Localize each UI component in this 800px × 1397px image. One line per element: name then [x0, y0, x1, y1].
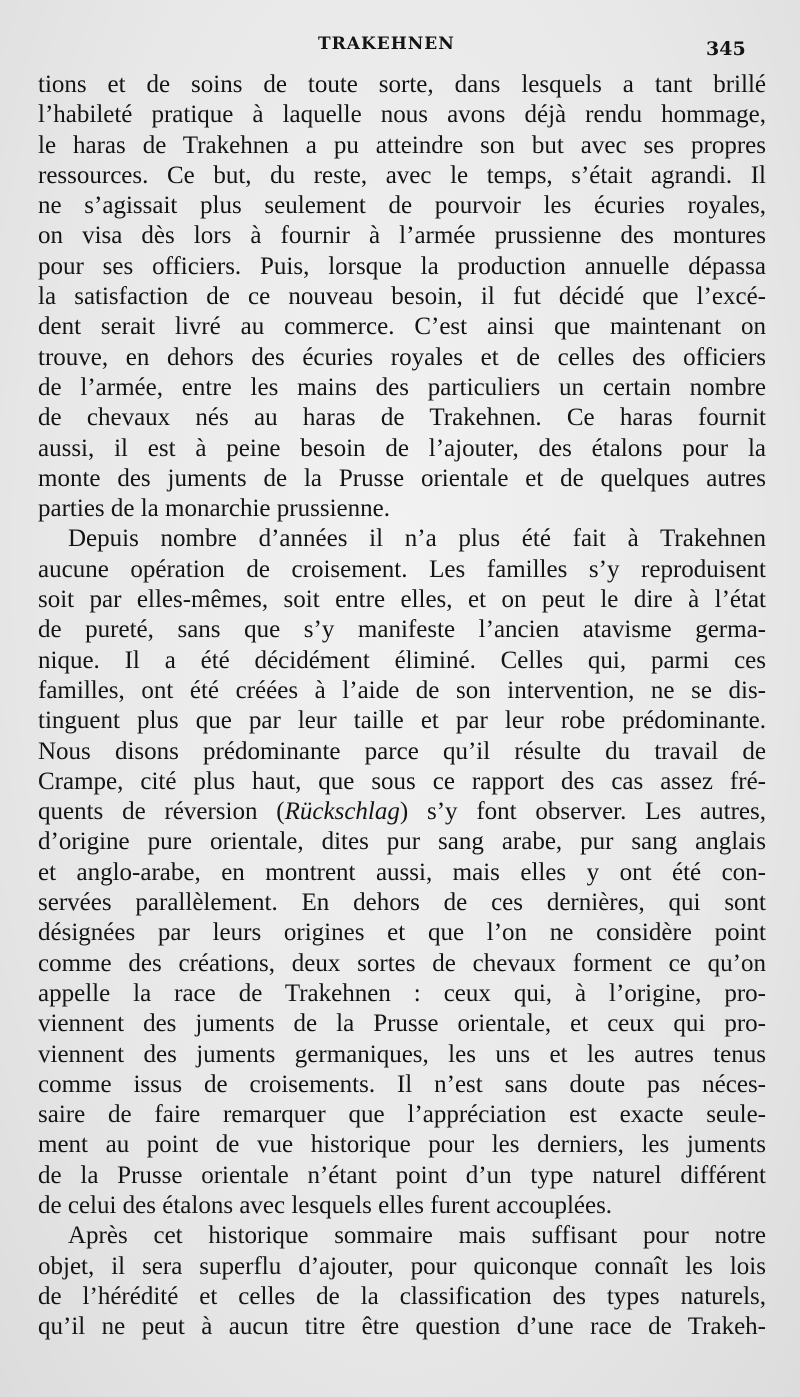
text-line: de la Prusse orientale n’étant point d’un type naturel différent: [38, 1161, 766, 1189]
text-line: pour ses officiers. Puis, lorsque la production annuelle dépassa: [38, 252, 766, 280]
text-line: trouve, en dehors des écuries royales et de celles des officiers: [38, 343, 766, 371]
text-line: de l’hérédité et celles de la classification des types naturels,: [38, 1282, 766, 1310]
text-line: viennent des juments germaniques, les uns et les autres tenus: [38, 1040, 766, 1068]
text-line: désignées par leurs origines et que l’on ne considère point: [38, 919, 766, 947]
text-line: nique. Il a été décidément éliminé. Celles qui, parmi ces: [38, 646, 766, 674]
text-line: de chevaux nés au haras de Trakehnen. Ce haras fournit: [38, 404, 766, 432]
text-line: appelle la race de Trakehnen : ceux qui, à l’origine, pro-: [38, 979, 766, 1007]
text-line: d’origine pure orientale, dites pur sang arabe, pur sang anglais: [38, 828, 766, 856]
text-line: servées parallèlement. En dehors de ces dernières, qui sont: [38, 889, 766, 917]
text-line: aussi, il est à peine besoin de l’ajouter, des étalons pour la: [38, 434, 766, 462]
text-line: ressources. Ce but, du reste, avec le temps, s’était agrandi. Il: [38, 161, 766, 189]
text-line: Depuis nombre d’années il n’a plus été fait à Trakehnen: [68, 525, 766, 553]
text-line: comme des créations, deux sortes de chevaux forment ce qu’on: [38, 949, 766, 977]
running-title: TRAKEHNEN: [318, 34, 455, 54]
text-line: l’habileté pratique à laquelle nous avons déjà rendu hommage,: [38, 101, 766, 129]
text-line: le haras de Trakehnen a pu atteindre son but avec ses propres: [38, 131, 766, 159]
text-line: soit par elles-mêmes, soit entre elles, et on peut le dire à l’état: [38, 586, 766, 614]
text-line: dent serait livré au commerce. C’est ainsi que maintenant on: [38, 313, 766, 341]
paragraph-3: [38, 1221, 766, 1342]
text-line: comme issus de croisements. Il n’est sans doute pas néces-: [38, 1070, 766, 1098]
text-line: de celui des étalons avec lesquels elles furent accouplées.: [38, 1191, 613, 1219]
paragraph-2: [38, 524, 766, 1221]
text-line: et anglo-arabe, en montrent aussi, mais elles y ont été con-: [38, 858, 766, 886]
italic-term: Rückschlag: [284, 798, 400, 826]
text-fragment: ) s’y font observer. Les autres,: [399, 798, 766, 826]
paragraph-1: [38, 70, 766, 524]
text-line: tinguent plus que par leur taille et par leur robe prédominante.: [38, 707, 766, 735]
text-line: objet, il sera superflu d’ajouter, pour quiconque connaît les lois: [38, 1252, 766, 1280]
text-line: monte des juments de la Prusse orientale et de quelques autres: [38, 464, 766, 492]
text-line: de l’armée, entre les mains des particuliers un certain nombre: [38, 373, 766, 401]
text-fragment: quents de réversion (: [38, 798, 285, 826]
text-line: familles, ont été créées à l’aide de son intervention, ne se dis-: [38, 676, 766, 704]
page-number: 345: [706, 38, 746, 60]
text-line: la satisfaction de ce nouveau besoin, il fut décidé que l’excé-: [38, 283, 766, 311]
text-line: viennent des juments de la Prusse orientale, et ceux qui pro-: [38, 1010, 766, 1038]
text-line: saire de faire remarquer que l’appréciation est exacte seule-: [38, 1101, 766, 1129]
text-line: qu’il ne peut à aucun titre être question d’une race de Trakeh-: [38, 1313, 766, 1341]
text-line: Crampe, cité plus haut, que sous ce rapport des cas assez fré-: [38, 767, 766, 795]
text-line: Nous disons prédominante parce qu’il résulte du travail de: [38, 737, 766, 765]
text-line: tions et de soins de toute sorte, dans lesquels a tant brillé: [38, 71, 766, 98]
text-line: aucune opération de croisement. Les familles s’y reproduisent: [38, 555, 766, 583]
text-line: on visa dès lors à fournir à l’armée prussienne des montures: [38, 222, 766, 250]
text-line: parties de la monarchie prussienne.: [38, 495, 390, 523]
running-header: [0, 34, 800, 58]
text-line-with-italic: [38, 797, 766, 827]
text-line: ne s’agissait plus seulement de pourvoir les écuries royales,: [38, 192, 766, 220]
text-line: ment au point de vue historique pour les derniers, les juments: [38, 1131, 766, 1159]
text-line: de pureté, sans que s’y manifeste l’ancien atavisme germa-: [38, 616, 766, 644]
text-line: Après cet historique sommaire mais suffisant pour notre: [68, 1222, 766, 1250]
body-text: [38, 70, 766, 1342]
